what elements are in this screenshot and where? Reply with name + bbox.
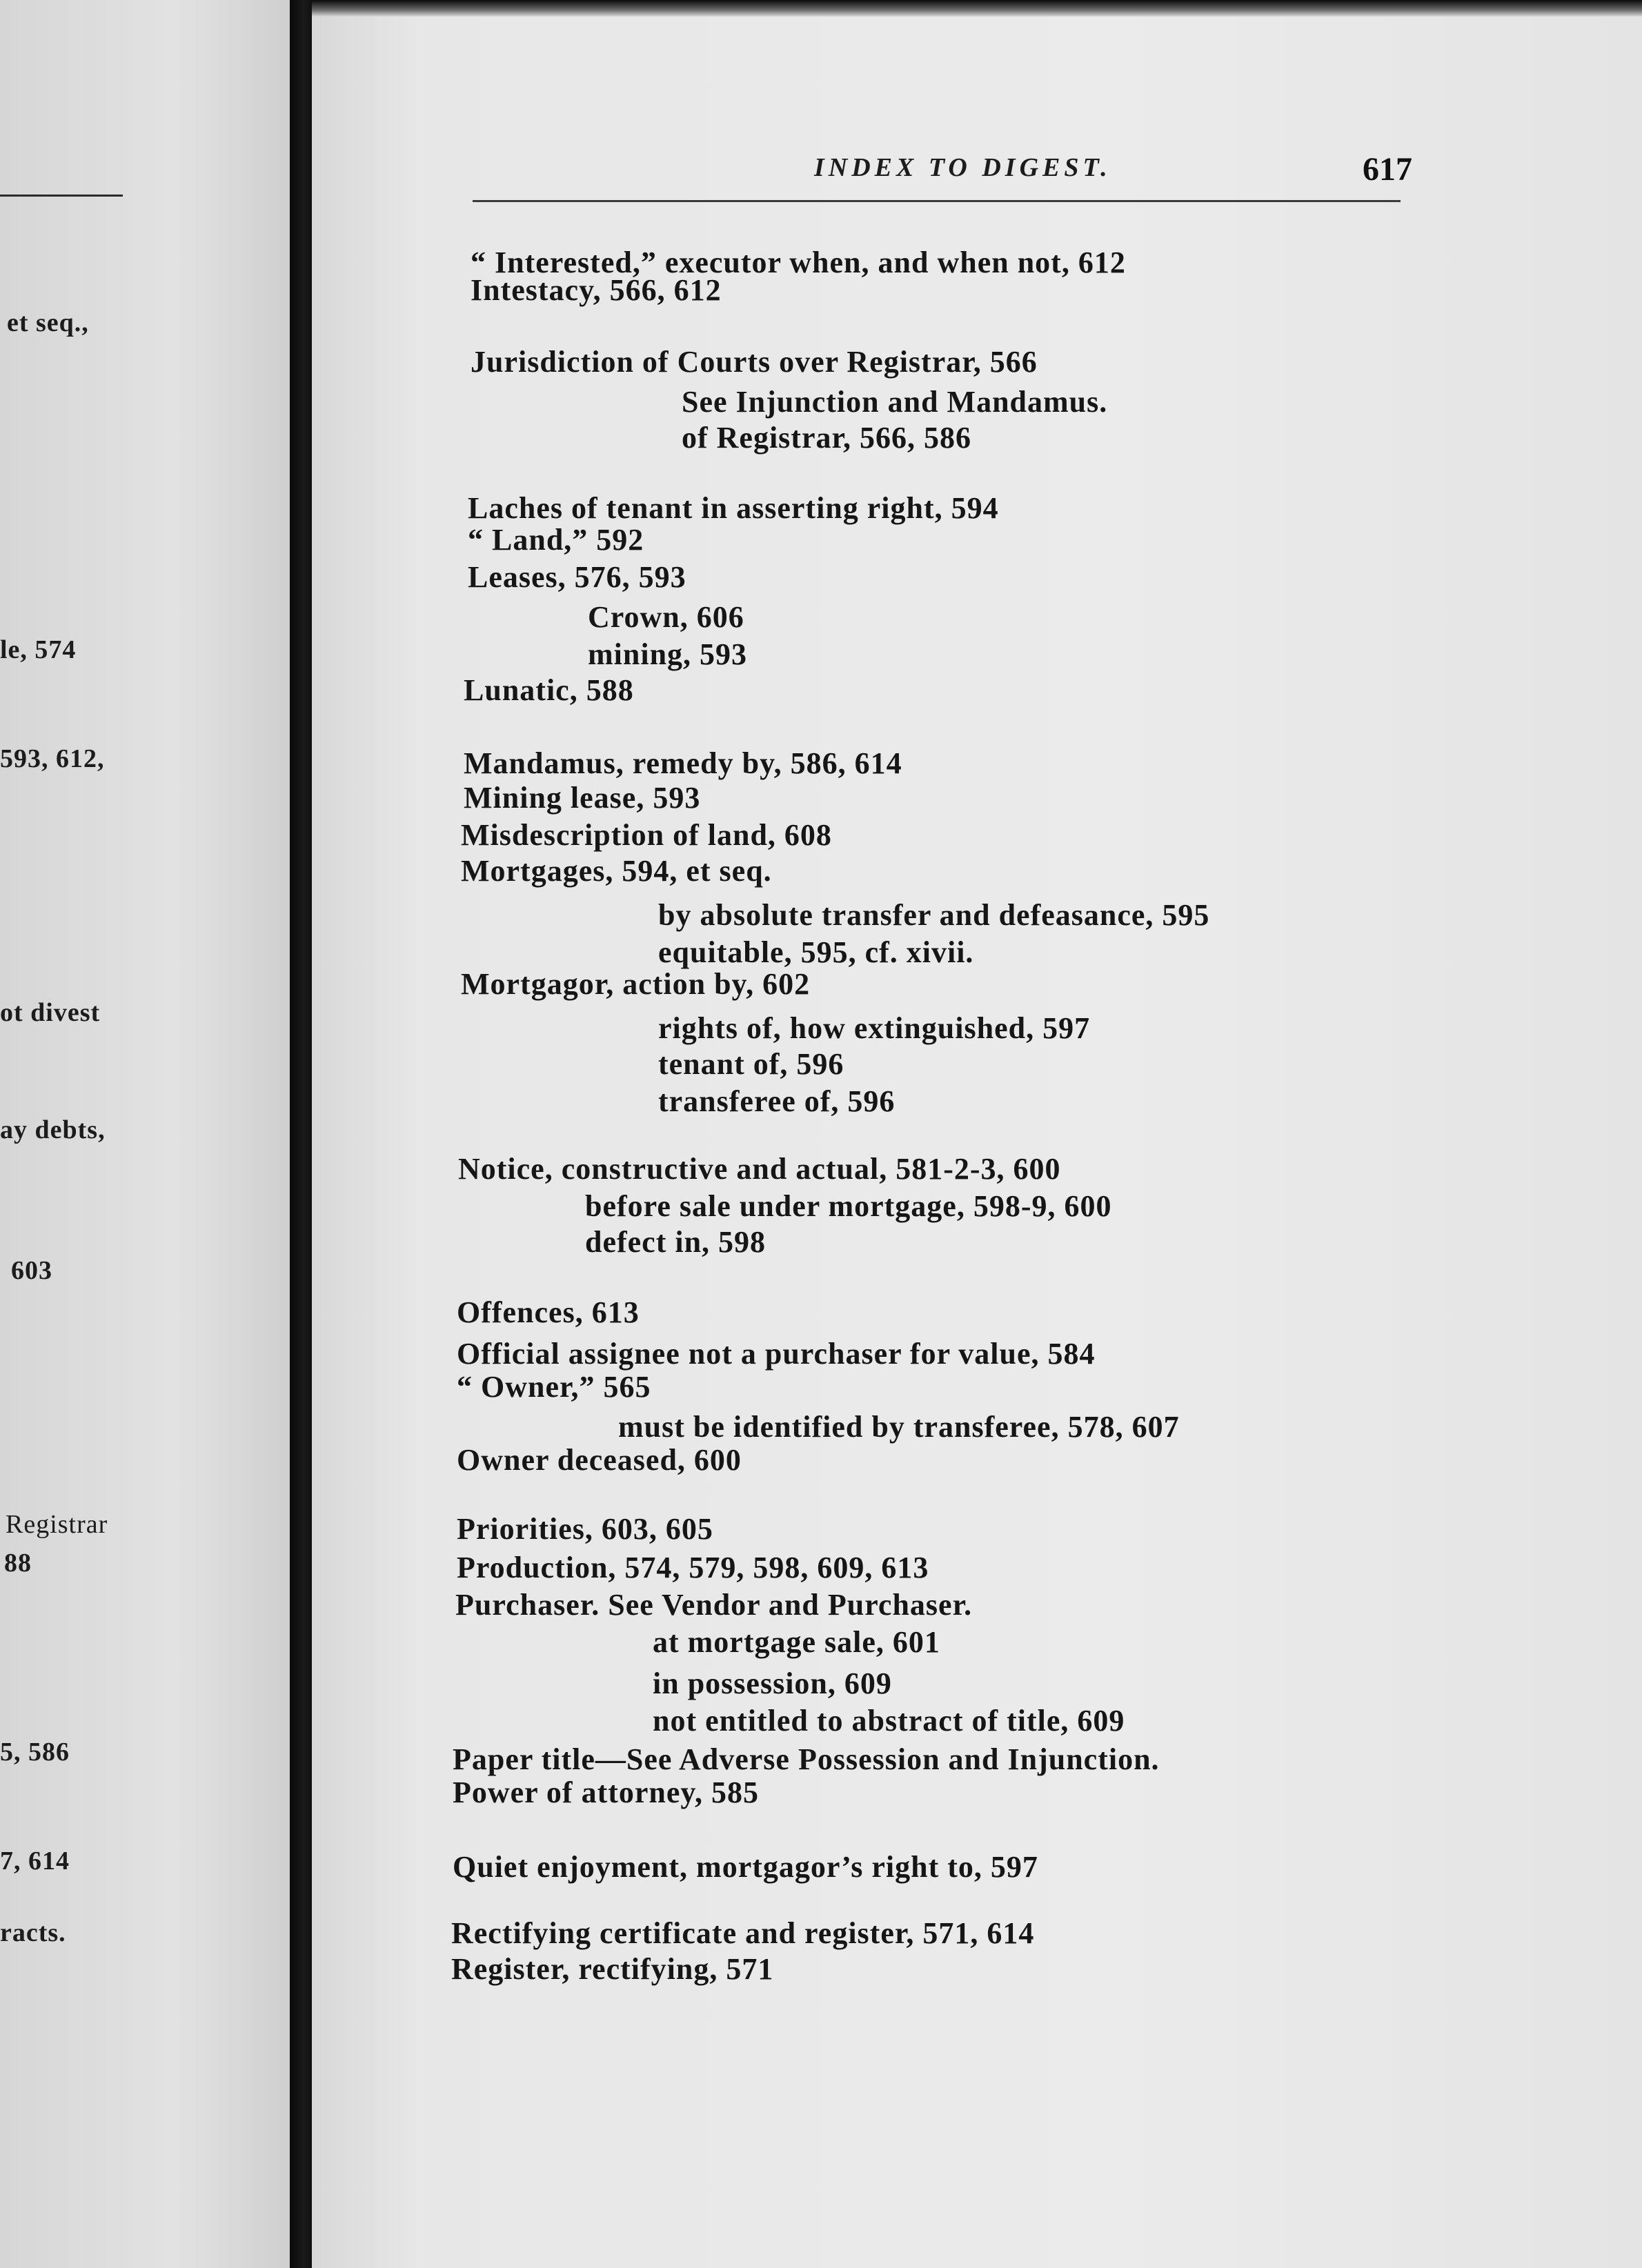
running-head: INDEX TO DIGEST. xyxy=(814,153,1111,182)
index-entry: Owner deceased, 600 xyxy=(457,1443,742,1477)
index-entry: Misdescription of land, 608 xyxy=(461,818,832,852)
index-entry: Intestacy, 566, 612 xyxy=(471,273,722,307)
index-subentry: tenant of, 596 xyxy=(658,1047,844,1081)
left-page-fragment: le, 574 xyxy=(0,635,77,664)
index-entry: Purchaser. See Vendor and Purchaser. xyxy=(455,1588,973,1622)
left-page-fragment: racts. xyxy=(0,1918,66,1947)
index-entry: Leases, 576, 593 xyxy=(468,560,686,594)
index-subentry: in possession, 609 xyxy=(653,1667,892,1700)
header-rule xyxy=(473,200,1401,202)
index-entry: Mining lease, 593 xyxy=(464,781,701,815)
index-subentry: before sale under mortgage, 598-9, 600 xyxy=(585,1189,1112,1223)
left-page-fragment: Registrar xyxy=(6,1510,108,1539)
index-entry: Paper title—See Adverse Possession and Injunction. xyxy=(453,1742,1160,1776)
left-page-fragment: 603 xyxy=(11,1256,52,1285)
index-subentry: by absolute transfer and defeasance, 595 xyxy=(658,898,1210,932)
index-entry: Official assignee not a purchaser for value, 584 xyxy=(457,1337,1096,1371)
index-subentry: equitable, 595, cf. xivii. xyxy=(658,935,974,969)
index-subentry: of Registrar, 566, 586 xyxy=(682,421,971,455)
left-page-fragment: 593, 612, xyxy=(0,744,105,773)
index-subentry: at mortgage sale, 601 xyxy=(653,1625,940,1659)
index-entry: Offences, 613 xyxy=(457,1295,640,1329)
index-subentry: must be identified by transferee, 578, 607 xyxy=(618,1410,1180,1444)
left-page-fragment: 5, 586 xyxy=(0,1738,70,1767)
left-page-fragment: 7, 614 xyxy=(0,1847,70,1876)
index-entry: “ Land,” 592 xyxy=(468,523,644,557)
index-entry: Quiet enjoyment, mortgagor’s right to, 597 xyxy=(453,1850,1038,1884)
page-top-edge xyxy=(312,0,1642,17)
index-subentry: mining, 593 xyxy=(588,637,748,671)
index-entry: “ Interested,” executor when, and when not, 612 xyxy=(471,246,1126,279)
left-page-fragment: ot divest xyxy=(0,998,101,1027)
index-entry: Production, 574, 579, 598, 609, 613 xyxy=(457,1551,929,1584)
page-number: 617 xyxy=(1363,151,1412,188)
left-page-fragment: 88 xyxy=(4,1549,32,1578)
left-page xyxy=(0,0,290,2268)
index-subentry: transferee of, 596 xyxy=(658,1084,896,1118)
index-entry: “ Owner,” 565 xyxy=(457,1370,651,1404)
index-subentry: defect in, 598 xyxy=(585,1225,766,1259)
index-entry: Laches of tenant in asserting right, 594 xyxy=(468,491,999,525)
left-page-fragment: et seq., xyxy=(7,308,89,337)
index-entry: Register, rectifying, 571 xyxy=(451,1952,774,1986)
left-page-rule xyxy=(0,195,123,197)
index-entry: Mandamus, remedy by, 586, 614 xyxy=(464,746,902,780)
index-entry: Priorities, 603, 605 xyxy=(457,1512,713,1546)
index-entry: Mortgages, 594, et seq. xyxy=(461,854,772,888)
index-entry: Mortgagor, action by, 602 xyxy=(461,967,811,1001)
index-entry: Rectifying certificate and register, 571, 614 xyxy=(451,1916,1035,1950)
index-entry: Power of attorney, 585 xyxy=(453,1775,759,1809)
index-subentry: not entitled to abstract of title, 609 xyxy=(653,1704,1125,1738)
index-entry: Jurisdiction of Courts over Registrar, 566 xyxy=(471,345,1038,379)
index-subentry: rights of, how extinguished, 597 xyxy=(658,1011,1091,1045)
index-subentry: See Injunction and Mandamus. xyxy=(682,385,1108,419)
left-page-fragment: ay debts, xyxy=(0,1115,106,1144)
index-subentry: Crown, 606 xyxy=(588,600,744,634)
index-entry: Lunatic, 588 xyxy=(464,673,634,707)
index-entry: Notice, constructive and actual, 581-2-3, 600 xyxy=(458,1152,1061,1186)
